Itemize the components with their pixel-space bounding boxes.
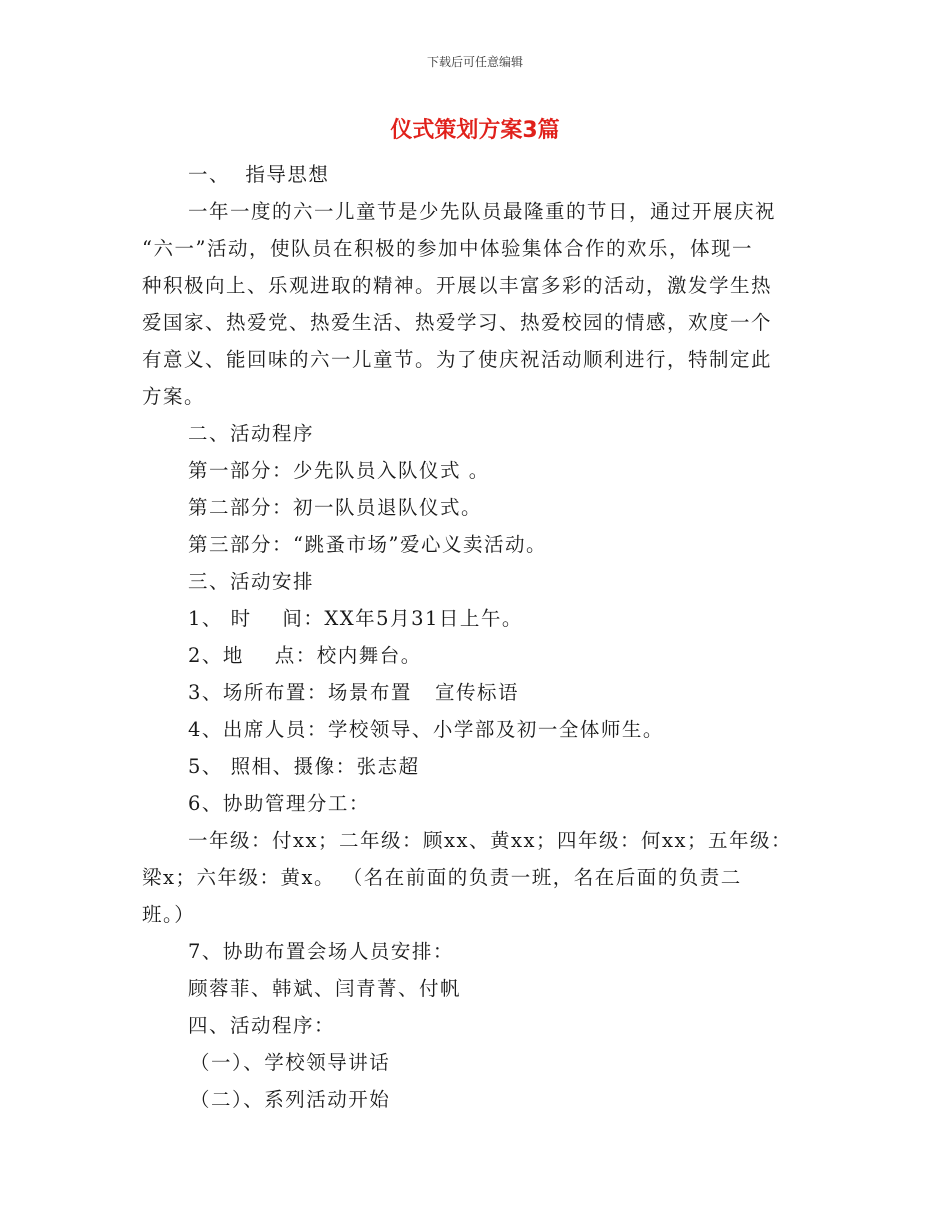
paragraph-line: 方案。 bbox=[142, 385, 206, 408]
list-item: 6、协助管理分工： bbox=[188, 792, 370, 815]
header-note: 下载后可任意编辑 bbox=[426, 55, 523, 69]
list-item: 第二部分：初一队员退队仪式。 bbox=[188, 496, 483, 519]
list-item: 7、协助布置会场人员安排： bbox=[188, 940, 454, 963]
list-item: 4、出席人员：学校领导、小学部及初一全体师生。 bbox=[188, 718, 664, 741]
paragraph-line: 顾蓉菲、韩斌、闫青菁、付帆 bbox=[188, 977, 462, 1000]
section-heading-2: 二、活动程序 bbox=[188, 422, 315, 445]
document-title: 仪式策划方案3篇 bbox=[390, 118, 560, 143]
list-item: 2、地 点：校内舞台。 bbox=[188, 644, 422, 667]
section-heading-1: 一、 指导思想 bbox=[188, 163, 330, 186]
list-item: （一）、学校领导讲话 bbox=[190, 1051, 391, 1074]
paragraph-line: 种积极向上、乐观进取的精神。开展以丰富多彩的活动，激发学生热 bbox=[142, 274, 773, 297]
list-item: 第一部分：少先队员入队仪式 。 bbox=[188, 459, 490, 482]
paragraph-line: 一年级：付xx；二年级：顾xx、黄xx；四年级：何xx；五年级： bbox=[188, 829, 792, 852]
paragraph-line: “六一”活动，使队员在积极的参加中体验集体合作的欢乐，体现一 bbox=[142, 237, 753, 260]
section-heading-4: 四、活动程序： bbox=[188, 1014, 336, 1037]
paragraph-line: 爱国家、热爱党、热爱生活、热爱学习、热爱校园的情感，欢度一个 bbox=[142, 311, 773, 334]
list-item: （二）、系列活动开始 bbox=[190, 1088, 391, 1111]
list-item: 第三部分：“跳蚤市场”爱心义卖活动。 bbox=[188, 533, 547, 556]
paragraph-line: 班。） bbox=[142, 903, 196, 926]
section-heading-3: 三、活动安排 bbox=[188, 570, 315, 593]
paragraph-line: 有意义、能回味的六一儿童节。为了使庆祝活动顺利进行，特制定此 bbox=[142, 348, 773, 371]
paragraph-line: 梁x；六年级：黄x。 （名在前面的负责一班，名在后面的负责二 bbox=[142, 866, 742, 889]
list-item: 5、 照相、摄像：张志超 bbox=[188, 755, 420, 778]
list-item: 3、场所布置：场景布置 宣传标语 bbox=[188, 681, 520, 704]
list-item: 1、 时 间：XX年5月31日上午。 bbox=[188, 607, 523, 630]
paragraph-line: 一年一度的六一儿童节是少先队员最隆重的节日，通过开展庆祝 bbox=[188, 200, 777, 223]
